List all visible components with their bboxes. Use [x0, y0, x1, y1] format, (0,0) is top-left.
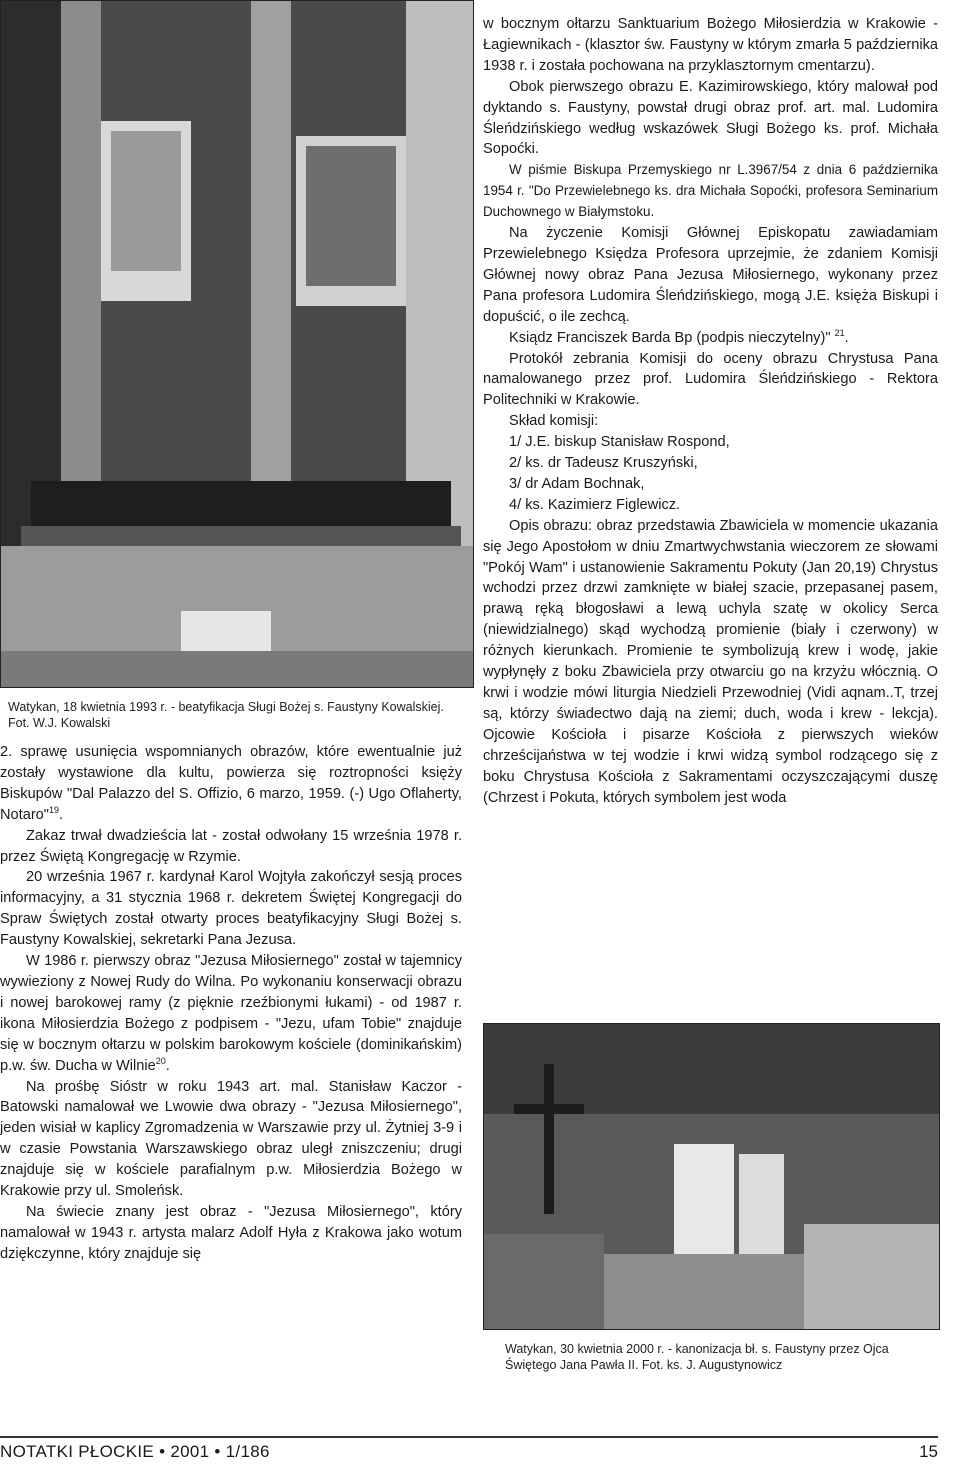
- committee-member: 3/ dr Adam Bochnak,: [509, 475, 645, 492]
- paragraph-5: Na prośbę Sióstr w roku 1943 art. mal. Stanisław Kaczor - Batowski namalował we Lwowie dwa obrazy - "Jezusa Miłosiernego", jeden wisiał w kaplicy Zgromadzenia w Warszawie przy ul. Żytniej 3-9 i w czasie Powstania Warszawskiego obraz uległ zniszczeniu; drugi znajduje się w kościele parafialnym p.w. Miłosierdzia Bożego w Krakowie przy ul. Smoleńsk.: [0, 1078, 462, 1200]
- paragraph-bishop-letter: W piśmie Biskupa Przemyskiego nr L.3967/54 z dnia 6 października 1954 r. "Do Przewielebnego ks. dra Michała Sopoćki, profesora Seminarium Duchownego w Białymstoku.: [483, 162, 938, 220]
- right-body-text: [483, 14, 938, 808]
- paragraph-4: W 1986 r. pierwszy obraz "Jezusa Miłosiernego" został w tajemnicy wywieziony z Nowej Rudy do Wilna. Po wykonaniu konserwacji obrazu i nowej barokowej ramy (z pięknie rzeźbionymi łukami) - od 1987 r. ikona Miłosierdzia Bożego z podpisem - "Jezu, ufam Tobie" znajduje się w bocznym ołtarzu w polskim barokowym kościele (dominikańskim) p.w. św. Ducha w Wilnie$^{20}$.: [0, 953, 462, 1074]
- committee-member: 4/ ks. Kazimierz Figlewicz.: [509, 496, 681, 513]
- photo-caption-right: Watykan, 30 kwietnia 2000 r. - kanonizacja bł. s. Faustyny przez Ojca Świętego Jana Pawła II. Fot. ks. J. Augustynowicz: [505, 1342, 889, 1372]
- canonization-photo: [483, 1023, 940, 1330]
- paragraph-intro: w bocznym ołtarzu Sanktuarium Bożego Miłosierdzia w Krakowie - Łagiewnikach - (klasztor św. Faustyny w którym zmarła 5 października 1938 r. i została pochowana na przyklasztornym cmentarzu).: [483, 16, 938, 74]
- beatification-photo: [0, 0, 474, 688]
- canonization-scene-illustration: [484, 1024, 939, 1329]
- paragraph-second-painting: Obok pierwszego obrazu E. Kazimirowskiego, który malował pod dyktando s. Faustyny, powstał drugi obraz prof. art. mal. Ludomira Śleńdzińskiego według wskazówek Sługi Bożego ks. prof. Michała Sopoćki.: [483, 78, 938, 158]
- journal-footer: NOTATKI PŁOCKIE • 2001 • 1/186: [0, 1442, 270, 1461]
- paragraph-painting-description: Opis obrazu: obraz przedstawia Zbawiciela w momencie ukazania się Jego Apostołom w dniu Zmartwychwstania wieczorem ze słowami "Pokój Wam" i ustanowienie Sakramentu Pokuty (Jan 20,19) Chrystus wchodzi przez drzwi zamknięte w białej szacie, przepasanej pasem, prawą ręką błogosławi a lewą uchyla szatę w okolicy Serca (niewidzialnego) skąd wychodzą promienie (biały i czerwony) w różnych kierunkach. Promienie te symbolizują krew i wodę, jakie wypłynęły z boku Zbawiciela przy otwarciu go na krzyżu włócznią. O krwi i wodzie mówi liturgia Niedzieli Przewodniej (Vidi aqnam..T, trzej są, którzy świadectwo dają na ziemi; duch, woda i krew - lekcja). Ojcowie Kościoła i pisarze Kościoła z pierwszych wieków chrześcijaństwa w tej wodzie i krwi widzą symbol rodzącego się z boku Chrystusa Kościoła z Sakramentami oczyszczającymi duszę (Chrzest i Pokuta, których symbolem jest woda: [483, 517, 938, 806]
- committee-member: 2/ ks. dr Tadeusz Kruszyński,: [509, 455, 698, 472]
- paragraph-signature: Ksiądz Franciszek Barda Bp (podpis nieczytelny)" $^{21}$.: [509, 327, 849, 346]
- footer-divider: [0, 1436, 938, 1438]
- left-body-text: [0, 742, 462, 1265]
- page-number: 15: [919, 1442, 938, 1461]
- paragraph-3: 20 września 1967 r. kardynał Karol Wojtyła zakończył sesją proces informacyjny, a 31 stycznia 1968 r. dekretem Świętej Kongregacji do Spraw Świętych został otwarty proces beatyfikacyjny Sługi Bożej s. Faustyny Kowalskiej, sekretarki Pana Jezusa.: [0, 869, 462, 949]
- paragraph-2: Zakaz trwał dwadzieścia lat - został odwołany 15 września 1978 r. przez Świętą Kongregację w Rzymie.: [0, 827, 462, 865]
- committee-list: [483, 432, 938, 516]
- paragraph-letter-quote: Na życzenie Komisji Głównej Episkopatu zawiadamiam Przewielebnego Księdza Profesora uprzejmie, że zdaniem Komisji Głównej nowy obraz Pana Jezusa Miłosiernego, wykonany przez Pana profesora Ludomira Śleńdzińskiego, mogą J.E. księża Biskupi i dopuścić, o ile zechcą.: [483, 225, 938, 325]
- committee-member: 1/ J.E. biskup Stanisław Rospond,: [509, 434, 730, 451]
- committee-heading: Skład komisji:: [509, 413, 599, 430]
- paragraph-1: 2. sprawę usunięcia wspomnianych obrazów, które ewentualnie już zostały wystawione dla kultu, powierza się roztropności księży Biskupów "Dal Palazzo del S. Offizio, 6 marzo, 1959. (-) Ugo Oflaherty, Notaro"$^{19}$.: [0, 744, 462, 823]
- paragraph-protocol: Protokół zebrania Komisji do oceny obrazu Chrystusa Pana namalowanego przez prof. Ludomira Śleńdzińskiego - Rektora Politechniki w Krakowie.: [483, 350, 938, 409]
- paragraph-6: Na świecie znany jest obraz - "Jezusa Miłosiernego", który namalował w 1943 r. artysta malarz Adolf Hyła z Krakowa jako wotum dziękczynne, który znajduje się: [0, 1203, 462, 1262]
- basilica-facade-illustration: [1, 1, 473, 687]
- photo-caption-left: Watykan, 18 kwietnia 1993 r. - beatyfikacja Sługi Bożej s. Faustyny Kowalskiej. Fot. W.J. Kowalski: [8, 700, 444, 730]
